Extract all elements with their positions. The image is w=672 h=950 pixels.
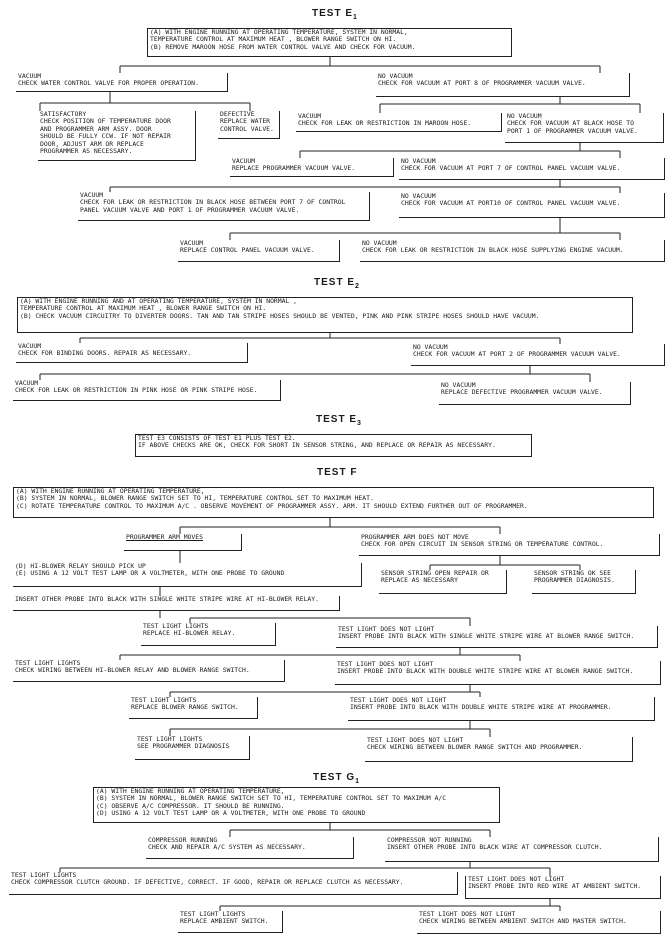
e1-no-vacuum-black-box: NO VACUUM CHECK FOR VACUUM AT BLACK HOSE TO PORT 1 OF PROGRAMMER VACUUM VALVE. <box>505 113 664 143</box>
f-test-light-lights-1-box: TEST LIGHT LIGHTS REPLACE HI-BLOWER RELAY. <box>141 623 276 646</box>
test-f-heading: TEST F <box>317 467 358 478</box>
g1-test-light-lights-clutch-box: TEST LIGHT LIGHTS CHECK COMPRESSOR CLUTCH GROUND. IF DEFECTIVE, CORRECT. IF GOOD, REPAIR OR REPLACE CLUTCH AS NECESSARY. <box>9 872 458 895</box>
test-e1-title: TEST E <box>312 8 354 19</box>
f-test-light-not-2-box: TEST LIGHT DOES NOT LIGHT INSERT PROBE INTO BLACK WITH DOUBLE WHITE STRIPE WIRE AT BLOWER RANGE SWITCH. <box>335 661 661 685</box>
e2-no-vacuum-replace-box: NO VACUUM REPLACE DEFECTIVE PROGRAMMER VACUUM VALVE. <box>439 382 631 405</box>
g1-intro-box: (A) WITH ENGINE RUNNING AT OPERATING TEMPERATURE, (B) SYSTEM IN NORMAL, BLOWER RANGE SWITCH SET TO HI, TEMPERATURE CONTROL SET TO MAXIMUM A/C (C) OBSERVE A/C COMPRESSOR. IT SHOULD BE RUNNING. (D) USING A 12 VOLT TEST LAMP OR A VOLTMETER, WITH ONE PROBE TO GROUND <box>93 787 500 823</box>
f-arm-not-move-box: PROGRAMMER ARM DOES NOT MOVE CHECK FOR OPEN CIRCUIT IN SENSOR STRING OR TEMPERATURE CONTROL. <box>359 534 660 556</box>
e1-satisfactory-box: SATISFACTORY CHECK POSITION OF TEMPERATURE DOOR AND PROGRAMMER ARM ASSY. DOOR SHOULD BE FULLY CCW. IF NOT REPAIR DOOR, ADJUST ARM OR REPLACE PROGRAMMER AS NECESSARY. <box>38 111 196 161</box>
e3-body-box: TEST E3 CONSISTS OF TEST E1 PLUS TEST E2. IF ABOVE CHECKS ARE OK, CHECK FOR SHORT IN SENSOR STRING, AND REPLACE OR REPAIR AS NECESSARY. <box>135 434 532 457</box>
f-insert-probe-box: INSERT OTHER PROBE INTO BLACK WITH SINGLE WHITE STRIPE WIRE AT HI-BLOWER RELAY. <box>13 596 340 611</box>
g1-test-light-not-wiring-box: TEST LIGHT DOES NOT LIGHT CHECK WIRING BETWEEN AMBIENT SWITCH AND MASTER SWITCH. <box>417 911 661 934</box>
test-g1-title: TEST G <box>313 772 356 783</box>
e1-defective-box: DEFECTIVE REPLACE WATER CONTROL VALVE. <box>218 111 280 139</box>
e2-intro-box: (A) WITH ENGINE RUNNING AND AT OPERATING TEMPERATURE, SYSTEM IN NORMAL , TEMPERATURE CONTROL AT MAXIMUM HEAT , BLOWER RANGE SWITCH ON HI. (B) CHECK VACUUM CIRCUITRY TO DIVERTER DOORS. TAN AND TAN STRIPE HOSES SHOULD BE VENTED, PINK AND PINK STRIPE HOSES SHOULD HAVE VACUUM. <box>17 297 633 333</box>
e2-vacuum-pink-hose-box: VACUUM CHECK FOR LEAK OR RESTRICTION IN PINK HOSE OR PINK STRIPE HOSE. <box>13 380 281 401</box>
test-e2-title: TEST E <box>314 277 356 288</box>
e1-no-vacuum-port10-box: NO VACUUM CHECK FOR VACUUM AT PORT10 OF CONTROL PANEL VACUUM VALVE. <box>399 193 665 218</box>
f-test-light-not-3-box: TEST LIGHT DOES NOT LIGHT INSERT PROBE INTO BLACK WITH DOUBLE WHITE STRIPE WIRE AT PROGRAMMER. <box>348 697 655 721</box>
test-g1-subscript: 1 <box>355 778 361 785</box>
test-e3-subscript: 3 <box>357 420 362 427</box>
e1-vacuum-box: VACUUM CHECK WATER CONTROL VALVE FOR PROPER OPERATION. <box>16 73 228 92</box>
e1-vacuum-maroon-box: VACUUM CHECK FOR LEAK OR RESTRICTION IN MAROON HOSE. <box>296 113 502 132</box>
test-e1-heading <box>312 8 358 21</box>
g1-test-light-not-red-box: TEST LIGHT DOES NOT LIGHT INSERT PROBE INTO RED WIRE AT AMBIENT SWITCH. <box>465 876 661 899</box>
f-arm-moves-label: PROGRAMMER ARM MOVES <box>126 534 203 541</box>
e2-no-vacuum-port2-box: NO VACUUM CHECK FOR VACUUM AT PORT 2 OF PROGRAMMER VACUUM VALVE. <box>411 344 665 366</box>
e1-no-vacuum-port8-box: NO VACUUM CHECK FOR VACUUM AT PORT 8 OF PROGRAMMER VACUUM VALVE. <box>376 73 630 97</box>
e1-intro-box: (A) WITH ENGINE RUNNING AT OPERATING TEMPERATURE, SYSTEM IN NORMAL, TEMPERATURE CONTROL AT MAXIMUM HEAT , BLOWER RANGE SWITCH ON HI. (B) REMOVE MAROON HOSE FROM WATER CONTROL VALVE AND CHECK FOR VACUUM. <box>147 28 512 57</box>
test-e3-title: TEST E <box>316 414 358 425</box>
e2-vacuum-binding-box: VACUUM CHECK FOR BINDING DOORS. REPAIR AS NECESSARY. <box>16 343 248 363</box>
g1-compressor-running-box: COMPRESSOR RUNNING CHECK AND REPAIR A/C SYSTEM AS NECESSARY. <box>146 837 354 859</box>
f-test-light-lights-4-box: TEST LIGHT LIGHTS SEE PROGRAMMER DIAGNOSIS <box>135 736 250 760</box>
f-test-light-lights-2-box: TEST LIGHT LIGHTS CHECK WIRING BETWEEN HI-BLOWER RELAY AND BLOWER RANGE SWITCH. <box>13 660 285 682</box>
e1-vacuum-black-hose-box: VACUUM CHECK FOR LEAK OR RESTRICTION IN BLACK HOSE BETWEEN PORT 7 OF CONTROL PANEL VACUUM VALVE AND PORT 1 OF PROGRAMMER VACUUM VALVE. <box>78 192 370 221</box>
f-test-light-not-1-box: TEST LIGHT DOES NOT LIGHT INSERT PROBE INTO BLACK WITH SINGLE WHITE STRIPE WIRE AT BLOWER RANGE SWITCH. <box>336 626 658 648</box>
test-e2-subscript: 2 <box>355 283 360 290</box>
e1-no-vacuum-port7-box: NO VACUUM CHECK FOR VACUUM AT PORT 7 OF CONTROL PANEL VACUUM VALVE. <box>399 158 665 180</box>
f-sensor-ok-box: SENSOR STRING OK SEE PROGRAMMER DIAGNOSIS. <box>532 570 636 594</box>
e1-vacuum-replace-programmer-box: VACUUM REPLACE PROGRAMMER VACUUM VALVE. <box>230 158 394 177</box>
test-e3-heading <box>316 414 362 427</box>
test-e1-subscript: 1 <box>353 14 358 21</box>
test-e2-heading <box>314 277 360 290</box>
f-relay-pickup-box: (D) HI-BLOWER RELAY SHOULD PICK UP (E) USING A 12 VOLT TEST LAMP OR A VOLTMETER, WITH ONE PROBE TO GROUND <box>13 563 362 587</box>
f-test-light-lights-3-box: TEST LIGHT LIGHTS REPLACE BLOWER RANGE SWITCH. <box>129 697 258 719</box>
f-test-light-not-4-box: TEST LIGHT DOES NOT LIGHT CHECK WIRING BETWEEN BLOWER RANGE SWITCH AND PROGRAMMER. <box>365 737 633 762</box>
test-g1-heading <box>313 772 360 785</box>
f-intro-box: (A) WITH ENGINE RUNNING AT OPERATING TEMPERATURE, (B) SYSTEM IN NORMAL, BLOWER RANGE SWITCH SET TO HI, TEMPERATURE CONTROL SET TO MAXIMUM HEAT. (C) ROTATE TEMPERATURE CONTROL TO MAXIMUM A/C . OBSERVE MOVEMENT OF PROGRAMMER ASSY. ARM. IT SHOULD EXTEND FURTHER OUT OF PROGRAMMER. <box>13 487 654 518</box>
g1-compressor-not-running-box: COMPRESSOR NOT RUNNING INSERT OTHER PROBE INTO BLACK WIRE AT COMPRESSOR CLUTCH. <box>385 837 659 862</box>
e1-vacuum-replace-control-panel-box: VACUUM REPLACE CONTROL PANEL VACUUM VALVE. <box>178 240 340 262</box>
g1-test-light-lights-ambient-box: TEST LIGHT LIGHTS REPLACE AMBIENT SWITCH. <box>178 911 283 933</box>
e1-no-vacuum-engine-box: NO VACUUM CHECK FOR LEAK OR RESTRICTION IN BLACK HOSE SUPPLYING ENGINE VACUUM. <box>360 240 665 262</box>
f-sensor-open-box: SENSOR STRING OPEN REPAIR OR REPLACE AS NECESSARY <box>379 570 507 594</box>
f-arm-moves-box <box>124 534 242 551</box>
